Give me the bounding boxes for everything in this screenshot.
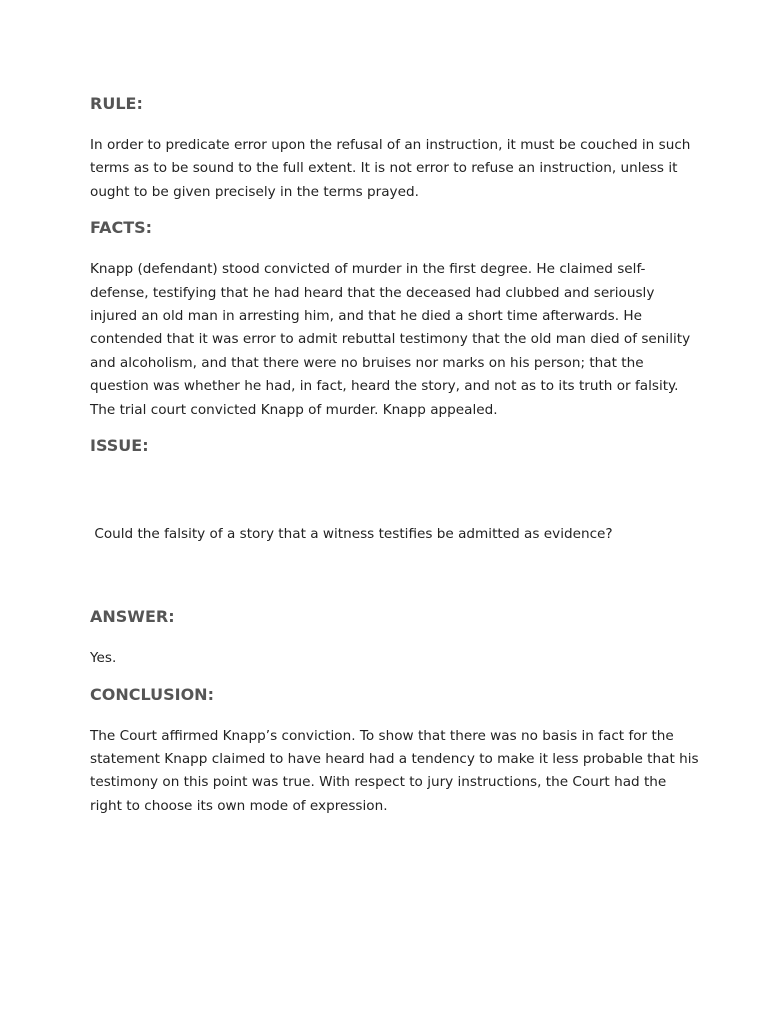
- conclusion-paragraph: [90, 725, 699, 819]
- paragraph-line: In order to predicate error upon the refusal of an instruction, it must be couched in such: [90, 137, 691, 153]
- facts-paragraph: [90, 258, 690, 422]
- paragraph-line: The trial court convicted Knapp of murder. Knapp appealed.: [90, 401, 498, 418]
- answer-paragraph: [90, 647, 690, 670]
- paragraph-line: question was whether he had, in fact, heard the story, and not as to its truth or falsity.: [90, 378, 679, 395]
- paragraph-line: The Court affirmed Knapp’s conviction. To show that there was no basis in fact for the: [90, 727, 674, 744]
- paragraph-line: Yes.: [90, 650, 117, 667]
- conclusion-section: [90, 683, 699, 819]
- rule-section: [90, 92, 690, 216]
- paragraph-line: right to choose its own mode of expression.: [90, 797, 388, 814]
- paragraph-line: ought to be given precisely in the terms prayed.: [90, 183, 419, 200]
- answer-heading: ANSWER:: [90, 607, 175, 627]
- answer-section: [90, 605, 690, 682]
- facts-heading: FACTS:: [90, 218, 153, 238]
- issue-section: [90, 434, 690, 605]
- issue-heading: ISSUE:: [90, 436, 149, 456]
- facts-section: [90, 216, 690, 434]
- issue-paragraph: [90, 476, 690, 593]
- paragraph-line: and alcoholism, and that there were no bruises nor marks on his person; that the: [90, 354, 644, 371]
- document-content: [90, 92, 699, 818]
- paragraph-line: Could the falsity of a story that a witness testifies be admitted as evidence?: [90, 525, 613, 542]
- conclusion-heading: CONCLUSION:: [90, 684, 214, 704]
- paragraph-line: statement Knapp claimed to have heard had a tendency to make it less probable that his: [90, 750, 699, 767]
- paragraph-line: defense, testifying that he had heard that the deceased had clubbed and seriously: [90, 284, 655, 301]
- paragraph-line: injured an old man in arresting him, and that he died a short time afterwards. He: [90, 308, 642, 325]
- rule-heading: RULE:: [90, 94, 143, 113]
- paragraph-line: terms as to be sound to the full extent. It is not error to refuse an instruction, unless it: [90, 160, 678, 177]
- rule-paragraph: [90, 134, 690, 204]
- paragraph-line: Knapp (defendant) stood convicted of murder in the first degree. He claimed self-: [90, 261, 646, 278]
- paragraph-line: testimony on this point was true. With respect to jury instructions, the Court had the: [90, 774, 667, 791]
- paragraph-line: contended that it was error to admit rebuttal testimony that the old man died of senility: [90, 331, 691, 348]
